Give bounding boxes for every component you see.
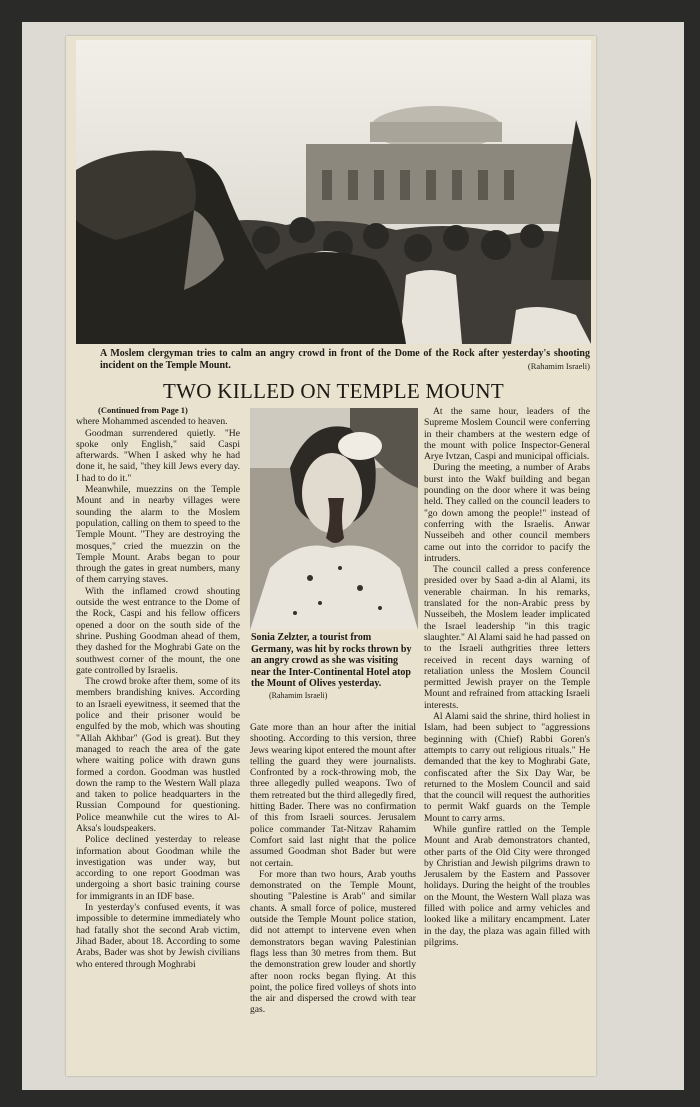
paragraph: Gate more than an hour after the initial shooting. According to this version, three Jews wearing kipot entered the mount after telling the guard they were journalists. Confronted by a rock-throwing mob, the three allegedly pulled weapons. Two of them retreated but the third allegedly fired, hitting Bader. There was no confirmation of this from Israeli sources. Jerusalem police commander Tat-Nitzav Rahamim Comfort said last night that the police assumed Goodman shot Bader but were not certain. (250, 722, 416, 869)
caption-text: Sonia Zelzter, a tourist from Germany, was hit by rocks thrown by an angry crowd as she was visiting near the Inter-Continental Hotel atop the Mount of Olives yesterday. (251, 632, 412, 690)
paragraph: While gunfire rattled on the Temple Mount and Arab demonstrators chanted, other parts of the Old City were thronged by Christian and Jewish pilgrims drawn to Jerusalem by the Eastern and Passover holidays. During the height of the troubles on the Mount, the Western Wall plaza was filled with police and army vehicles and looked like a military encampment. Later in the day, the plaza was again filled with pilgrims. (424, 823, 590, 948)
paragraph: For more than two hours, Arab youths demonstrated on the Temple Mount, shouting "Palestine is Arab" and similar chants. A small force of police, mustered outside the Temple Mount police station, did not attempt to intervene even when demonstrators began waving Palestinian flags less than 30 metres from them. But the demonstration grew louder and shortly after noon rocks began flying. At this point, the police fired volleys of shots into the air and dispersed the crowd with tear gas. (250, 868, 416, 1016)
article-column-2 (250, 722, 416, 1016)
paragraph: In yesterday's confused events, it was impossible to determine immediately who had fatally shot the second Arab victim, Jihad Bader, about 18. According to some Arabs, Bader was shot by Jewish civilians who entered through Moghrabi (76, 902, 240, 970)
paragraph: The council called a press conference presided over by Saad a-din al Alami, its venerable chairman. In his remarks, translated for the non-Arabic press by Nusseibeh, the Moslem leader implicated the Israel leadership "in this tragic slaughter." Al Alami said he had passed on to the Israeli authgrities three letters received in recent days warning of retaliation unless the Moslem Council permitted Jewish prayer on the Temple Mount and refrained from attacking Israeli interests. (424, 564, 590, 711)
crowd-photo-art (76, 40, 591, 344)
paragraph: Police declined yesterday to release information about Goodman while the investigation was under way, but according to one report Goodman was undergoing a short basic training course for immigrants in an IDF base. (76, 834, 240, 902)
article-column-3 (424, 406, 590, 948)
continued-note: (Continued from Page 1) (98, 405, 188, 415)
paragraph: At the same hour, leaders of the Supreme Moslem Council were conferring in their chambers at the western edge of the mount with police Inspector-General Arye Ivtzan, Caspi and municipal officials. (424, 406, 590, 463)
headline: TWO KILLED ON TEMPLE MOUNT (162, 379, 505, 403)
paragraph: where Mohammed ascended to heaven. (76, 416, 228, 428)
caption-text: A Moslem clergyman tries to calm an angry crowd in front of the Dome of the Rock after yesterday's shooting incident on the Temple Mount. (100, 348, 590, 371)
photo-credit-mid: (Rahamim Israeli) (269, 690, 328, 700)
paragraph: Goodman surrendered quietly. "He spoke only English," said Caspi afterwards. "When I asked why he had done it, he said, "they kill Jews every day. I had to do it." (76, 427, 240, 484)
photo-caption-mid (251, 632, 416, 702)
paragraph: During the meeting, a number of Arabs burst into the Wakf building and began pounding on the door where it was being held. They called on the council leaders to "go down among the people!" instead of conferring with the Israelis. Anwar Nusseibeh and other council members came out into the corridor to pacify the intruders. (424, 462, 590, 564)
photo-credit-top: (Rahamim Israeli) (527, 361, 590, 371)
paragraph: Al Alami said the shrine, third holiest in Islam, had been subject to "aggressions beginning with (Chief) Rabbi Goren's attempts to carry out religious rituals." He demanded that the key to Moghrabi Gate, confiscated after the Six Day War, be returned to the Moslem Council and said that the council will request the authorities to permit Wakf guards on the Temple Mount to carry arms. (424, 711, 590, 824)
article-column-1 (76, 405, 240, 970)
paragraph: Meanwhile, muezzins on the Temple Mount and in nearby villages were sounding the alarm to the Moslem population, calling on them to speed to the Temple Mount. "They are destroying the mosques," cried the muezzin on the Temple Mount. Arabs began to pour through the gates in great numbers, many of them carrying staves. (76, 484, 240, 586)
photo-caption-top (100, 348, 590, 372)
tourist-photo-art (250, 408, 418, 630)
paragraph: With the inflamed crowd shouting outside the west entrance to the Dome of the Rock, Caspi and his fellow officers opened a door on the south side of the shrine. Pushing Goodman ahead of them, they dashed for the Moghrabi Gate on the southwest corner of the mount, the one gate controlled by Israelis. (76, 585, 240, 676)
crowd-photo (76, 40, 591, 344)
paragraph: The crowd broke after them, some of its members brandishing knives. According to an Israeli eyewitness, it seemed that the police and their prisoner would be engulfed by the mob, which was shouting "Allah Akhbar" (God is great). But they managed to reach the area of the gate where waiting police with drawn guns formed a cordon. Goodman was hustled down the ramp to the Western Wall plaza and taken to police headquarters in the Russian Compound for questioning. Police meanwhile cut the wires to Al-Aksa's loudspeakers. (76, 676, 240, 834)
tourist-photo (250, 408, 418, 630)
